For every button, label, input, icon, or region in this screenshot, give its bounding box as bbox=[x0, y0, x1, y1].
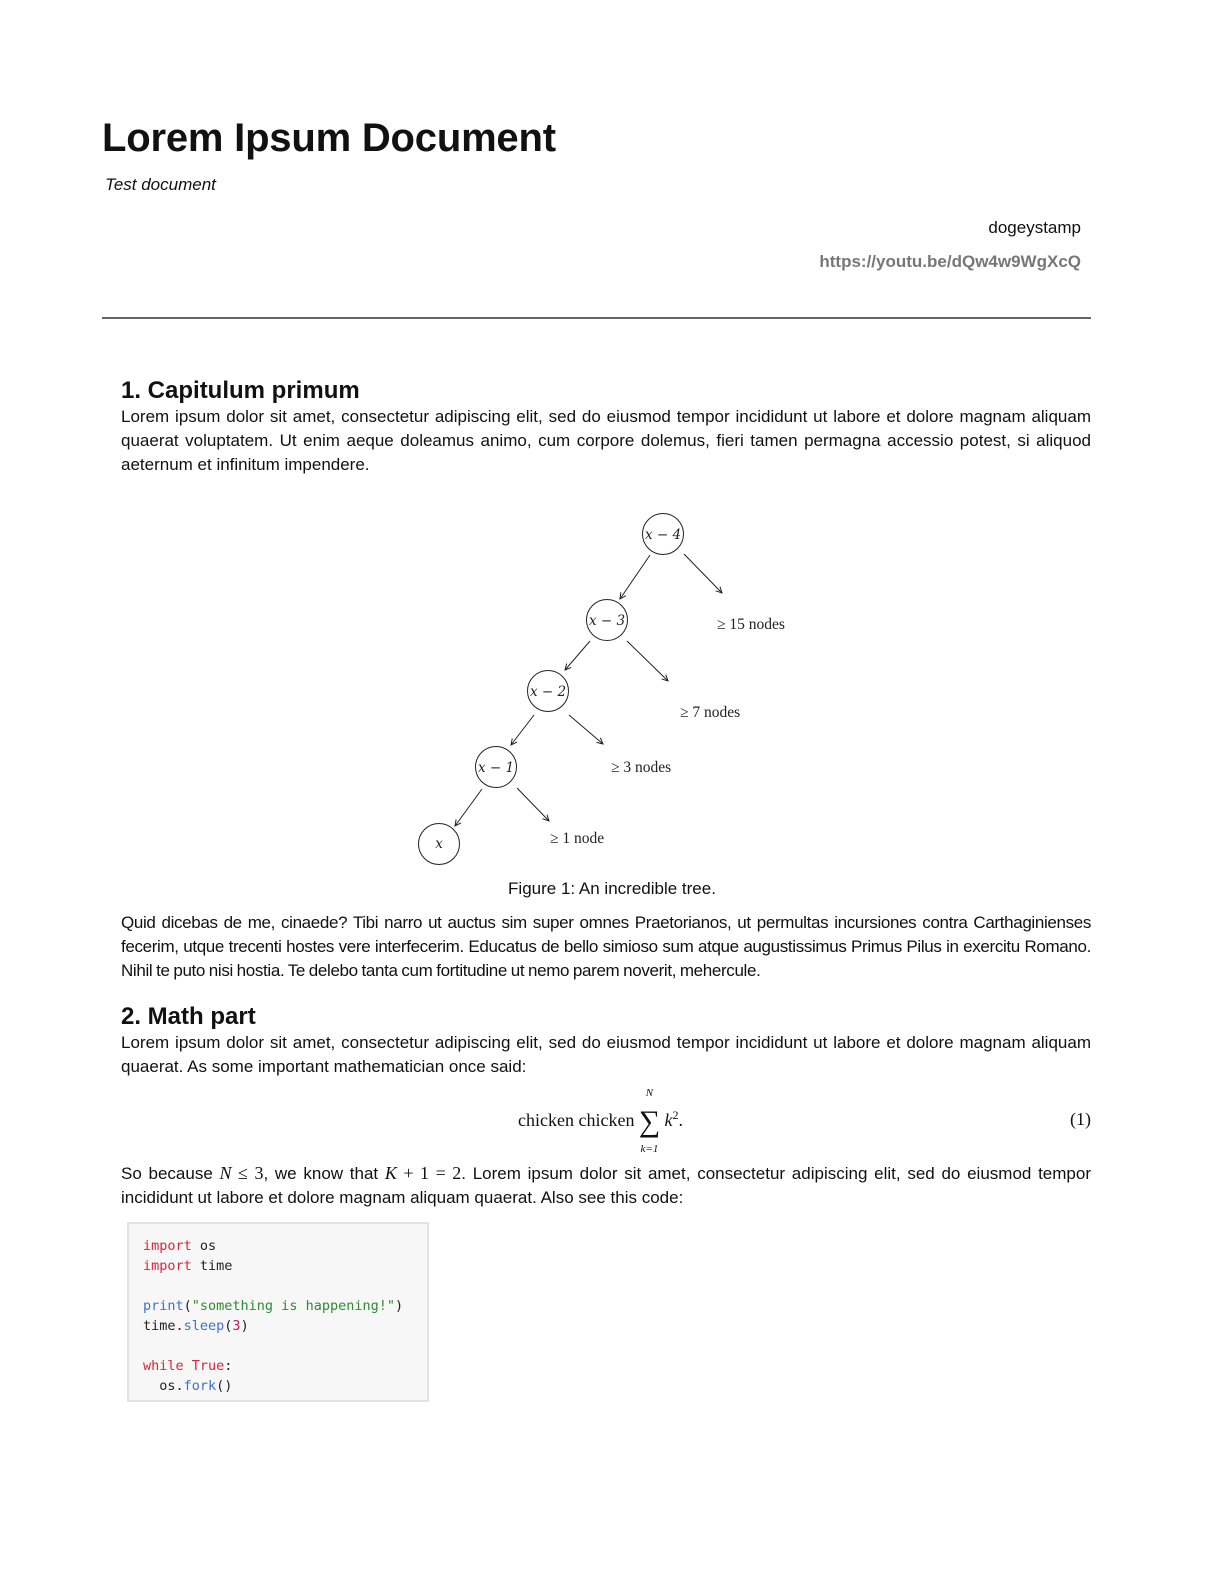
code-token: () bbox=[216, 1378, 233, 1394]
exponent: 2 bbox=[672, 1108, 679, 1123]
text-run: So because bbox=[121, 1164, 220, 1183]
math-expression: + 1 = 2 bbox=[396, 1163, 462, 1183]
code-token: ( bbox=[224, 1318, 233, 1334]
code-content bbox=[143, 1236, 427, 1396]
section-2 bbox=[121, 1003, 1091, 1079]
text-run: , we know that bbox=[263, 1164, 385, 1183]
subtree-size-label: ≥ 3 nodes bbox=[611, 759, 672, 776]
text-run: . Lorem ipsum dolor sit amet, consectetur adipiscing elit, sed do eiusmod tempor incididunt ut labore et dolore magnam aliquam quaerat. Also see this code: bbox=[121, 1164, 1091, 1207]
section-1 bbox=[121, 377, 1091, 477]
edge bbox=[569, 715, 603, 744]
code-line bbox=[143, 1296, 427, 1316]
code-token: True bbox=[191, 1358, 225, 1374]
code-token: : bbox=[224, 1358, 233, 1374]
code-token: print bbox=[143, 1298, 184, 1314]
equation-number: (1) bbox=[1070, 1109, 1091, 1129]
edge bbox=[455, 789, 482, 826]
tree-node-label: x − 3 bbox=[588, 613, 626, 629]
code-token: time bbox=[191, 1258, 233, 1274]
subtree-size-label: ≥ 7 nodes bbox=[680, 704, 741, 721]
tree-node-label: x − 1 bbox=[477, 760, 515, 776]
edge bbox=[627, 641, 668, 681]
code-token: ) bbox=[240, 1318, 249, 1334]
paragraph: Lorem ipsum dolor sit amet, consectetur adipiscing elit, sed do eiusmod tempor incididunt ut labore et dolore magnam aliquam quaerat. As some important mathematician once said: bbox=[121, 1033, 1091, 1076]
document-title: Lorem Ipsum Document bbox=[102, 116, 556, 160]
code-token: ( bbox=[183, 1298, 192, 1314]
code-line bbox=[143, 1256, 427, 1276]
sum-lower-limit: k=1 bbox=[640, 1143, 659, 1155]
document-subtitle: Test document bbox=[105, 175, 216, 194]
summation bbox=[636, 1087, 662, 1155]
subtree-size-label: ≥ 15 nodes bbox=[717, 616, 785, 633]
math-variable: K bbox=[384, 1163, 397, 1183]
tree-diagram bbox=[400, 505, 830, 875]
sum-upper-limit: N bbox=[645, 1087, 654, 1099]
code-token: 3 bbox=[232, 1318, 241, 1334]
author-link[interactable]: https://youtu.be/dQw4w9WgXcQ bbox=[819, 252, 1081, 271]
code-line bbox=[143, 1276, 427, 1296]
code-block bbox=[127, 1222, 429, 1402]
code-token: ) bbox=[394, 1298, 404, 1314]
equation bbox=[518, 1087, 683, 1155]
code-token: sleep bbox=[183, 1318, 225, 1334]
section-heading: 2. Math part bbox=[121, 1003, 256, 1030]
code-token: fork bbox=[183, 1378, 217, 1394]
code-token: os bbox=[191, 1238, 217, 1254]
section-heading: 1. Capitulum primum bbox=[121, 377, 360, 404]
code-token: import bbox=[143, 1238, 192, 1254]
section-1-continued bbox=[121, 911, 1091, 983]
code-token: os. bbox=[143, 1378, 184, 1394]
code-token: time. bbox=[143, 1318, 184, 1334]
sigma-symbol: ∑ bbox=[638, 1105, 661, 1138]
edge bbox=[517, 788, 549, 821]
equation-period: . bbox=[678, 1110, 683, 1131]
code-token bbox=[184, 1358, 192, 1374]
code-token: "something is happening!" bbox=[191, 1298, 395, 1314]
paragraph bbox=[121, 1161, 1091, 1210]
subtree-size-label: ≥ 1 node bbox=[550, 830, 605, 847]
code-token: while bbox=[143, 1358, 184, 1374]
section-2-continued bbox=[121, 1161, 1091, 1210]
code-line bbox=[143, 1336, 427, 1356]
equation-block bbox=[121, 1087, 1091, 1155]
header-divider bbox=[102, 317, 1091, 319]
tree-figure bbox=[400, 505, 830, 875]
paragraph: Lorem ipsum dolor sit amet, consectetur adipiscing elit, sed do eiusmod tempor incididunt ut labore et dolore magnam aliquam quaerat voluptatem. Ut enim aeque doleamus animo, cum corpore dolemus, fieri tamen permagna accessio potest, si aliquod aeternum et infinitum impendere. bbox=[121, 407, 1091, 474]
edge bbox=[565, 641, 590, 670]
math-variable: N bbox=[219, 1163, 232, 1183]
code-line bbox=[143, 1376, 427, 1396]
code-token: import bbox=[143, 1258, 192, 1274]
figure-caption: Figure 1: An incredible tree. bbox=[508, 879, 716, 898]
edge bbox=[684, 554, 722, 593]
code-line bbox=[143, 1236, 427, 1256]
author-name: dogeystamp bbox=[988, 218, 1081, 237]
tree-node-label: x − 2 bbox=[529, 684, 567, 700]
edge bbox=[620, 555, 650, 599]
edge bbox=[511, 715, 534, 745]
tree-node-label: x − 4 bbox=[644, 527, 682, 543]
paragraph: Quid dicebas de me, cinaede? Tibi narro ut auctus sim super omnes Praetorianos, ut permultas incursiones contra Carthaginienses fecerim, utque trecenti hostes vere interfecerim. Educatus de bello simioso sum atque augustissimus Primus Pilus in exercitu Romano. Nihil te puto nisi hostia. Te delebo tanta cum fortitudine ut nemo parem noverit, mehercule. bbox=[121, 913, 1091, 980]
tree-node-label: x bbox=[435, 836, 443, 852]
math-expression: ≤ 3 bbox=[231, 1163, 264, 1183]
code-line bbox=[143, 1356, 427, 1376]
sum-term: k bbox=[664, 1110, 673, 1131]
equation-text: chicken chicken bbox=[518, 1110, 635, 1131]
code-line bbox=[143, 1316, 427, 1336]
